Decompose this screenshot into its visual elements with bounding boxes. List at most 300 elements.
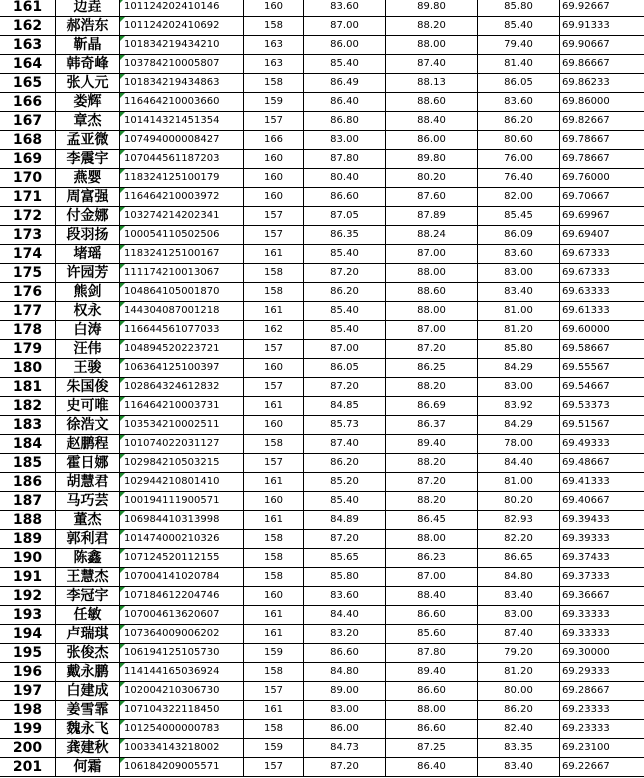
rank-cell[interactable]: 183 — [0, 416, 56, 435]
score-cell[interactable]: 83.40 — [478, 758, 560, 777]
score-cell[interactable]: 86.60 — [386, 606, 478, 625]
score-cell[interactable]: 163 — [244, 55, 304, 74]
name-cell[interactable]: 朱国俊 — [56, 378, 120, 397]
exam-id-cell[interactable]: 107044561187203 — [120, 150, 244, 169]
score-cell[interactable]: 89.40 — [386, 663, 478, 682]
rank-cell[interactable]: 188 — [0, 511, 56, 530]
name-cell[interactable]: 卢瑞琪 — [56, 625, 120, 644]
score-cell[interactable]: 157 — [244, 758, 304, 777]
score-cell[interactable]: 87.89 — [386, 207, 478, 226]
exam-id-cell[interactable]: 118324125100167 — [120, 245, 244, 264]
total-score-cell[interactable]: 69.37333 — [560, 568, 644, 587]
score-cell[interactable]: 160 — [244, 416, 304, 435]
rank-cell[interactable]: 176 — [0, 283, 56, 302]
rank-cell[interactable]: 200 — [0, 739, 56, 758]
score-cell[interactable]: 88.20 — [386, 378, 478, 397]
total-score-cell[interactable]: 69.53373 — [560, 397, 644, 416]
score-cell[interactable]: 86.65 — [478, 549, 560, 568]
score-cell[interactable]: 85.73 — [304, 416, 386, 435]
exam-id-cell[interactable]: 107364009006202 — [120, 625, 244, 644]
score-cell[interactable]: 84.80 — [304, 663, 386, 682]
score-cell[interactable]: 160 — [244, 359, 304, 378]
name-cell[interactable]: 燕婴 — [56, 169, 120, 188]
rank-cell[interactable]: 180 — [0, 359, 56, 378]
name-cell[interactable]: 章杰 — [56, 112, 120, 131]
rank-cell[interactable]: 175 — [0, 264, 56, 283]
exam-id-cell[interactable]: 101414321451354 — [120, 112, 244, 131]
score-cell[interactable]: 159 — [244, 93, 304, 112]
score-cell[interactable]: 160 — [244, 0, 304, 17]
score-cell[interactable]: 85.80 — [478, 340, 560, 359]
score-cell[interactable]: 157 — [244, 112, 304, 131]
score-cell[interactable]: 162 — [244, 321, 304, 340]
exam-id-cell[interactable]: 102864324612832 — [120, 378, 244, 397]
total-score-cell[interactable]: 69.69407 — [560, 226, 644, 245]
name-cell[interactable]: 白涛 — [56, 321, 120, 340]
name-cell[interactable]: 李冠宇 — [56, 587, 120, 606]
rank-cell[interactable]: 170 — [0, 169, 56, 188]
name-cell[interactable]: 许园芳 — [56, 264, 120, 283]
score-cell[interactable]: 82.00 — [478, 188, 560, 207]
exam-id-cell[interactable]: 106984410313998 — [120, 511, 244, 530]
score-cell[interactable]: 88.00 — [386, 302, 478, 321]
score-cell[interactable]: 88.00 — [386, 530, 478, 549]
total-score-cell[interactable]: 69.55567 — [560, 359, 644, 378]
score-cell[interactable]: 81.40 — [478, 55, 560, 74]
score-cell[interactable]: 160 — [244, 169, 304, 188]
name-cell[interactable]: 陈鑫 — [56, 549, 120, 568]
total-score-cell[interactable]: 69.40667 — [560, 492, 644, 511]
score-cell[interactable]: 88.00 — [386, 264, 478, 283]
score-cell[interactable]: 88.24 — [386, 226, 478, 245]
score-cell[interactable]: 83.00 — [304, 131, 386, 150]
total-score-cell[interactable]: 69.23333 — [560, 720, 644, 739]
name-cell[interactable]: 姜雪霏 — [56, 701, 120, 720]
score-cell[interactable]: 158 — [244, 549, 304, 568]
score-cell[interactable]: 86.49 — [304, 74, 386, 93]
score-cell[interactable]: 160 — [244, 188, 304, 207]
score-cell[interactable]: 86.45 — [386, 511, 478, 530]
rank-cell[interactable]: 161 — [0, 0, 56, 17]
exam-id-cell[interactable]: 107104322118450 — [120, 701, 244, 720]
score-cell[interactable]: 85.60 — [386, 625, 478, 644]
exam-id-cell[interactable]: 107184612204746 — [120, 587, 244, 606]
score-cell[interactable]: 84.40 — [478, 454, 560, 473]
rank-cell[interactable]: 167 — [0, 112, 56, 131]
score-cell[interactable]: 158 — [244, 74, 304, 93]
total-score-cell[interactable]: 69.39333 — [560, 530, 644, 549]
score-cell[interactable]: 82.93 — [478, 511, 560, 530]
rank-cell[interactable]: 173 — [0, 226, 56, 245]
score-cell[interactable]: 84.40 — [304, 606, 386, 625]
score-cell[interactable]: 87.40 — [478, 625, 560, 644]
name-cell[interactable]: 边垚 — [56, 0, 120, 17]
score-cell[interactable]: 88.13 — [386, 74, 478, 93]
total-score-cell[interactable]: 69.33333 — [560, 606, 644, 625]
name-cell[interactable]: 何霜 — [56, 758, 120, 777]
name-cell[interactable]: 郭利君 — [56, 530, 120, 549]
score-cell[interactable]: 160 — [244, 587, 304, 606]
score-cell[interactable]: 166 — [244, 131, 304, 150]
exam-id-cell[interactable]: 101474000210326 — [120, 530, 244, 549]
name-cell[interactable]: 戴永鹏 — [56, 663, 120, 682]
exam-id-cell[interactable]: 102984210503215 — [120, 454, 244, 473]
rank-cell[interactable]: 199 — [0, 720, 56, 739]
score-cell[interactable]: 86.20 — [304, 454, 386, 473]
score-cell[interactable]: 87.20 — [386, 473, 478, 492]
score-cell[interactable]: 84.85 — [304, 397, 386, 416]
name-cell[interactable]: 白建成 — [56, 682, 120, 701]
score-cell[interactable]: 158 — [244, 530, 304, 549]
score-cell[interactable]: 87.80 — [386, 644, 478, 663]
score-cell[interactable]: 81.20 — [478, 321, 560, 340]
total-score-cell[interactable]: 69.86233 — [560, 74, 644, 93]
score-cell[interactable]: 82.40 — [478, 720, 560, 739]
exam-id-cell[interactable]: 144304087001218 — [120, 302, 244, 321]
score-cell[interactable]: 88.40 — [386, 112, 478, 131]
score-cell[interactable]: 86.20 — [304, 283, 386, 302]
rank-cell[interactable]: 166 — [0, 93, 56, 112]
score-cell[interactable]: 160 — [244, 492, 304, 511]
score-cell[interactable]: 161 — [244, 245, 304, 264]
score-cell[interactable]: 159 — [244, 644, 304, 663]
name-cell[interactable]: 史可唯 — [56, 397, 120, 416]
total-score-cell[interactable]: 69.69967 — [560, 207, 644, 226]
score-cell[interactable]: 87.00 — [386, 321, 478, 340]
rank-cell[interactable]: 194 — [0, 625, 56, 644]
score-cell[interactable]: 86.60 — [304, 188, 386, 207]
rank-cell[interactable]: 187 — [0, 492, 56, 511]
score-cell[interactable]: 87.60 — [386, 188, 478, 207]
score-cell[interactable]: 80.40 — [304, 169, 386, 188]
score-cell[interactable]: 161 — [244, 606, 304, 625]
score-cell[interactable]: 86.69 — [386, 397, 478, 416]
total-score-cell[interactable]: 69.78667 — [560, 131, 644, 150]
score-cell[interactable]: 87.80 — [304, 150, 386, 169]
exam-id-cell[interactable]: 104894520223721 — [120, 340, 244, 359]
total-score-cell[interactable]: 69.58667 — [560, 340, 644, 359]
score-cell[interactable]: 88.20 — [386, 17, 478, 36]
score-cell[interactable]: 89.00 — [304, 682, 386, 701]
score-cell[interactable]: 85.45 — [478, 207, 560, 226]
exam-id-cell[interactable]: 116644561077033 — [120, 321, 244, 340]
score-cell[interactable]: 80.00 — [478, 682, 560, 701]
rank-cell[interactable]: 198 — [0, 701, 56, 720]
rank-cell[interactable]: 190 — [0, 549, 56, 568]
score-cell[interactable]: 80.60 — [478, 131, 560, 150]
exam-id-cell[interactable]: 102004210306730 — [120, 682, 244, 701]
name-cell[interactable]: 魏永飞 — [56, 720, 120, 739]
total-score-cell[interactable]: 69.61333 — [560, 302, 644, 321]
score-cell[interactable]: 158 — [244, 17, 304, 36]
score-cell[interactable]: 159 — [244, 739, 304, 758]
score-cell[interactable]: 83.00 — [304, 701, 386, 720]
score-cell[interactable]: 85.40 — [304, 321, 386, 340]
score-cell[interactable]: 85.80 — [478, 0, 560, 17]
rank-cell[interactable]: 181 — [0, 378, 56, 397]
name-cell[interactable]: 周富强 — [56, 188, 120, 207]
score-cell[interactable]: 86.40 — [386, 758, 478, 777]
score-cell[interactable]: 158 — [244, 663, 304, 682]
score-cell[interactable]: 81.00 — [478, 473, 560, 492]
exam-id-cell[interactable]: 104864105001870 — [120, 283, 244, 302]
rank-cell[interactable]: 174 — [0, 245, 56, 264]
name-cell[interactable]: 汪伟 — [56, 340, 120, 359]
score-cell[interactable]: 87.25 — [386, 739, 478, 758]
score-cell[interactable]: 86.05 — [304, 359, 386, 378]
rank-cell[interactable]: 168 — [0, 131, 56, 150]
total-score-cell[interactable]: 69.23100 — [560, 739, 644, 758]
score-cell[interactable]: 85.40 — [304, 245, 386, 264]
score-cell[interactable]: 86.60 — [386, 682, 478, 701]
score-cell[interactable]: 83.60 — [478, 245, 560, 264]
total-score-cell[interactable]: 69.54667 — [560, 378, 644, 397]
score-cell[interactable]: 158 — [244, 435, 304, 454]
score-cell[interactable]: 86.40 — [304, 93, 386, 112]
total-score-cell[interactable]: 69.48667 — [560, 454, 644, 473]
rank-cell[interactable]: 186 — [0, 473, 56, 492]
exam-id-cell[interactable]: 116464210003731 — [120, 397, 244, 416]
name-cell[interactable]: 王骏 — [56, 359, 120, 378]
score-cell[interactable]: 157 — [244, 340, 304, 359]
score-cell[interactable]: 157 — [244, 226, 304, 245]
score-cell[interactable]: 87.20 — [304, 758, 386, 777]
score-cell[interactable]: 161 — [244, 511, 304, 530]
score-cell[interactable]: 157 — [244, 378, 304, 397]
exam-id-cell[interactable]: 101834219434863 — [120, 74, 244, 93]
score-cell[interactable]: 163 — [244, 36, 304, 55]
rank-cell[interactable]: 182 — [0, 397, 56, 416]
name-cell[interactable]: 赵鹏程 — [56, 435, 120, 454]
score-cell[interactable]: 86.60 — [304, 644, 386, 663]
score-cell[interactable]: 89.80 — [386, 150, 478, 169]
score-cell[interactable]: 86.23 — [386, 549, 478, 568]
rank-cell[interactable]: 171 — [0, 188, 56, 207]
rank-cell[interactable]: 195 — [0, 644, 56, 663]
rank-cell[interactable]: 164 — [0, 55, 56, 74]
name-cell[interactable]: 张俊杰 — [56, 644, 120, 663]
score-cell[interactable]: 87.40 — [304, 435, 386, 454]
score-cell[interactable]: 158 — [244, 264, 304, 283]
name-cell[interactable]: 胡慧君 — [56, 473, 120, 492]
score-cell[interactable]: 85.40 — [304, 492, 386, 511]
score-cell[interactable]: 87.20 — [304, 530, 386, 549]
score-cell[interactable]: 81.00 — [478, 302, 560, 321]
exam-id-cell[interactable]: 107004141020784 — [120, 568, 244, 587]
score-cell[interactable]: 86.35 — [304, 226, 386, 245]
score-cell[interactable]: 88.20 — [386, 492, 478, 511]
rank-cell[interactable]: 192 — [0, 587, 56, 606]
score-cell[interactable]: 83.60 — [478, 93, 560, 112]
score-cell[interactable]: 85.65 — [304, 549, 386, 568]
total-score-cell[interactable]: 69.92667 — [560, 0, 644, 17]
score-cell[interactable]: 158 — [244, 720, 304, 739]
rank-cell[interactable]: 172 — [0, 207, 56, 226]
exam-id-cell[interactable]: 116464210003972 — [120, 188, 244, 207]
name-cell[interactable]: 徐浩文 — [56, 416, 120, 435]
score-cell[interactable]: 161 — [244, 473, 304, 492]
score-cell[interactable]: 83.40 — [478, 283, 560, 302]
name-cell[interactable]: 霍日娜 — [56, 454, 120, 473]
exam-id-cell[interactable]: 111174210013067 — [120, 264, 244, 283]
name-cell[interactable]: 韩奇峰 — [56, 55, 120, 74]
exam-id-cell[interactable]: 101124202410692 — [120, 17, 244, 36]
total-score-cell[interactable]: 69.36667 — [560, 587, 644, 606]
rank-cell[interactable]: 201 — [0, 758, 56, 777]
total-score-cell[interactable]: 69.67333 — [560, 245, 644, 264]
rank-cell[interactable]: 178 — [0, 321, 56, 340]
rank-cell[interactable]: 196 — [0, 663, 56, 682]
total-score-cell[interactable]: 69.37433 — [560, 549, 644, 568]
score-cell[interactable]: 88.00 — [386, 36, 478, 55]
score-cell[interactable]: 158 — [244, 283, 304, 302]
exam-id-cell[interactable]: 100054110502506 — [120, 226, 244, 245]
exam-id-cell[interactable]: 103274214202341 — [120, 207, 244, 226]
score-cell[interactable]: 84.73 — [304, 739, 386, 758]
score-cell[interactable]: 86.60 — [386, 720, 478, 739]
score-cell[interactable]: 86.09 — [478, 226, 560, 245]
score-cell[interactable]: 86.25 — [386, 359, 478, 378]
name-cell[interactable]: 郝浩东 — [56, 17, 120, 36]
total-score-cell[interactable]: 69.29333 — [560, 663, 644, 682]
rank-cell[interactable]: 197 — [0, 682, 56, 701]
score-cell[interactable]: 83.60 — [304, 587, 386, 606]
score-cell[interactable]: 89.40 — [386, 435, 478, 454]
score-cell[interactable]: 87.00 — [304, 17, 386, 36]
score-cell[interactable]: 84.89 — [304, 511, 386, 530]
exam-id-cell[interactable]: 100334143218002 — [120, 739, 244, 758]
score-cell[interactable]: 79.20 — [478, 644, 560, 663]
total-score-cell[interactable]: 69.82667 — [560, 112, 644, 131]
exam-id-cell[interactable]: 106184209005571 — [120, 758, 244, 777]
score-cell[interactable]: 86.20 — [478, 701, 560, 720]
score-cell[interactable]: 88.60 — [386, 283, 478, 302]
score-cell[interactable]: 88.60 — [386, 93, 478, 112]
name-cell[interactable]: 龚建秋 — [56, 739, 120, 758]
rank-cell[interactable]: 189 — [0, 530, 56, 549]
exam-id-cell[interactable]: 101074022031127 — [120, 435, 244, 454]
exam-id-cell[interactable]: 106194125105730 — [120, 644, 244, 663]
total-score-cell[interactable]: 69.78667 — [560, 150, 644, 169]
score-cell[interactable]: 87.05 — [304, 207, 386, 226]
score-cell[interactable]: 161 — [244, 625, 304, 644]
name-cell[interactable]: 段羽扬 — [56, 226, 120, 245]
rank-cell[interactable]: 163 — [0, 36, 56, 55]
score-cell[interactable]: 80.20 — [386, 169, 478, 188]
score-cell[interactable]: 87.00 — [304, 340, 386, 359]
score-cell[interactable]: 87.20 — [304, 378, 386, 397]
rank-cell[interactable]: 169 — [0, 150, 56, 169]
rank-cell[interactable]: 191 — [0, 568, 56, 587]
exam-id-cell[interactable]: 101124202410146 — [120, 0, 244, 17]
score-cell[interactable]: 84.29 — [478, 416, 560, 435]
exam-id-cell[interactable]: 101254000000783 — [120, 720, 244, 739]
score-cell[interactable]: 85.80 — [304, 568, 386, 587]
total-score-cell[interactable]: 69.41333 — [560, 473, 644, 492]
exam-id-cell[interactable]: 116464210003660 — [120, 93, 244, 112]
score-cell[interactable]: 81.20 — [478, 663, 560, 682]
score-cell[interactable]: 158 — [244, 568, 304, 587]
score-cell[interactable]: 87.00 — [386, 245, 478, 264]
score-cell[interactable]: 87.40 — [386, 55, 478, 74]
total-score-cell[interactable]: 69.22667 — [560, 758, 644, 777]
exam-id-cell[interactable]: 118324125100179 — [120, 169, 244, 188]
total-score-cell[interactable]: 69.39433 — [560, 511, 644, 530]
score-cell[interactable]: 161 — [244, 397, 304, 416]
total-score-cell[interactable]: 69.51567 — [560, 416, 644, 435]
score-cell[interactable]: 88.40 — [386, 587, 478, 606]
rank-cell[interactable]: 162 — [0, 17, 56, 36]
total-score-cell[interactable]: 69.49333 — [560, 435, 644, 454]
score-cell[interactable]: 83.00 — [478, 606, 560, 625]
total-score-cell[interactable]: 69.60000 — [560, 321, 644, 340]
name-cell[interactable]: 马巧芸 — [56, 492, 120, 511]
rank-cell[interactable]: 165 — [0, 74, 56, 93]
score-cell[interactable]: 83.40 — [478, 587, 560, 606]
score-cell[interactable]: 86.20 — [478, 112, 560, 131]
name-cell[interactable]: 李震宇 — [56, 150, 120, 169]
name-cell[interactable]: 权永 — [56, 302, 120, 321]
score-cell[interactable]: 82.20 — [478, 530, 560, 549]
score-cell[interactable]: 161 — [244, 302, 304, 321]
score-cell[interactable]: 86.00 — [304, 36, 386, 55]
score-cell[interactable]: 85.40 — [304, 302, 386, 321]
score-cell[interactable]: 87.20 — [386, 340, 478, 359]
total-score-cell[interactable]: 69.30000 — [560, 644, 644, 663]
name-cell[interactable]: 熊剑 — [56, 283, 120, 302]
score-cell[interactable]: 86.00 — [386, 131, 478, 150]
exam-id-cell[interactable]: 103784210005807 — [120, 55, 244, 74]
score-cell[interactable]: 83.00 — [478, 378, 560, 397]
score-cell[interactable]: 87.00 — [386, 568, 478, 587]
total-score-cell[interactable]: 69.76000 — [560, 169, 644, 188]
score-cell[interactable]: 80.20 — [478, 492, 560, 511]
total-score-cell[interactable]: 69.70667 — [560, 188, 644, 207]
score-cell[interactable]: 83.20 — [304, 625, 386, 644]
score-cell[interactable]: 157 — [244, 207, 304, 226]
exam-id-cell[interactable]: 107494000008427 — [120, 131, 244, 150]
name-cell[interactable]: 王慧杰 — [56, 568, 120, 587]
score-cell[interactable]: 78.00 — [478, 435, 560, 454]
score-cell[interactable]: 86.00 — [304, 720, 386, 739]
score-cell[interactable]: 86.37 — [386, 416, 478, 435]
total-score-cell[interactable]: 69.28667 — [560, 682, 644, 701]
total-score-cell[interactable]: 69.86000 — [560, 93, 644, 112]
name-cell[interactable]: 靳晶 — [56, 36, 120, 55]
exam-id-cell[interactable]: 103534210002511 — [120, 416, 244, 435]
score-cell[interactable]: 157 — [244, 682, 304, 701]
score-cell[interactable]: 83.92 — [478, 397, 560, 416]
name-cell[interactable]: 孟亚微 — [56, 131, 120, 150]
exam-id-cell[interactable]: 107124520112155 — [120, 549, 244, 568]
rank-cell[interactable]: 184 — [0, 435, 56, 454]
score-cell[interactable]: 79.40 — [478, 36, 560, 55]
score-cell[interactable]: 76.00 — [478, 150, 560, 169]
total-score-cell[interactable]: 69.23333 — [560, 701, 644, 720]
exam-id-cell[interactable]: 107004613620607 — [120, 606, 244, 625]
score-cell[interactable]: 161 — [244, 701, 304, 720]
score-cell[interactable]: 160 — [244, 150, 304, 169]
rank-cell[interactable]: 185 — [0, 454, 56, 473]
total-score-cell[interactable]: 69.67333 — [560, 264, 644, 283]
score-cell[interactable]: 88.20 — [386, 454, 478, 473]
score-cell[interactable]: 88.00 — [386, 701, 478, 720]
total-score-cell[interactable]: 69.63333 — [560, 283, 644, 302]
total-score-cell[interactable]: 69.86667 — [560, 55, 644, 74]
name-cell[interactable]: 娄辉 — [56, 93, 120, 112]
score-cell[interactable]: 89.80 — [386, 0, 478, 17]
score-cell[interactable]: 83.35 — [478, 739, 560, 758]
